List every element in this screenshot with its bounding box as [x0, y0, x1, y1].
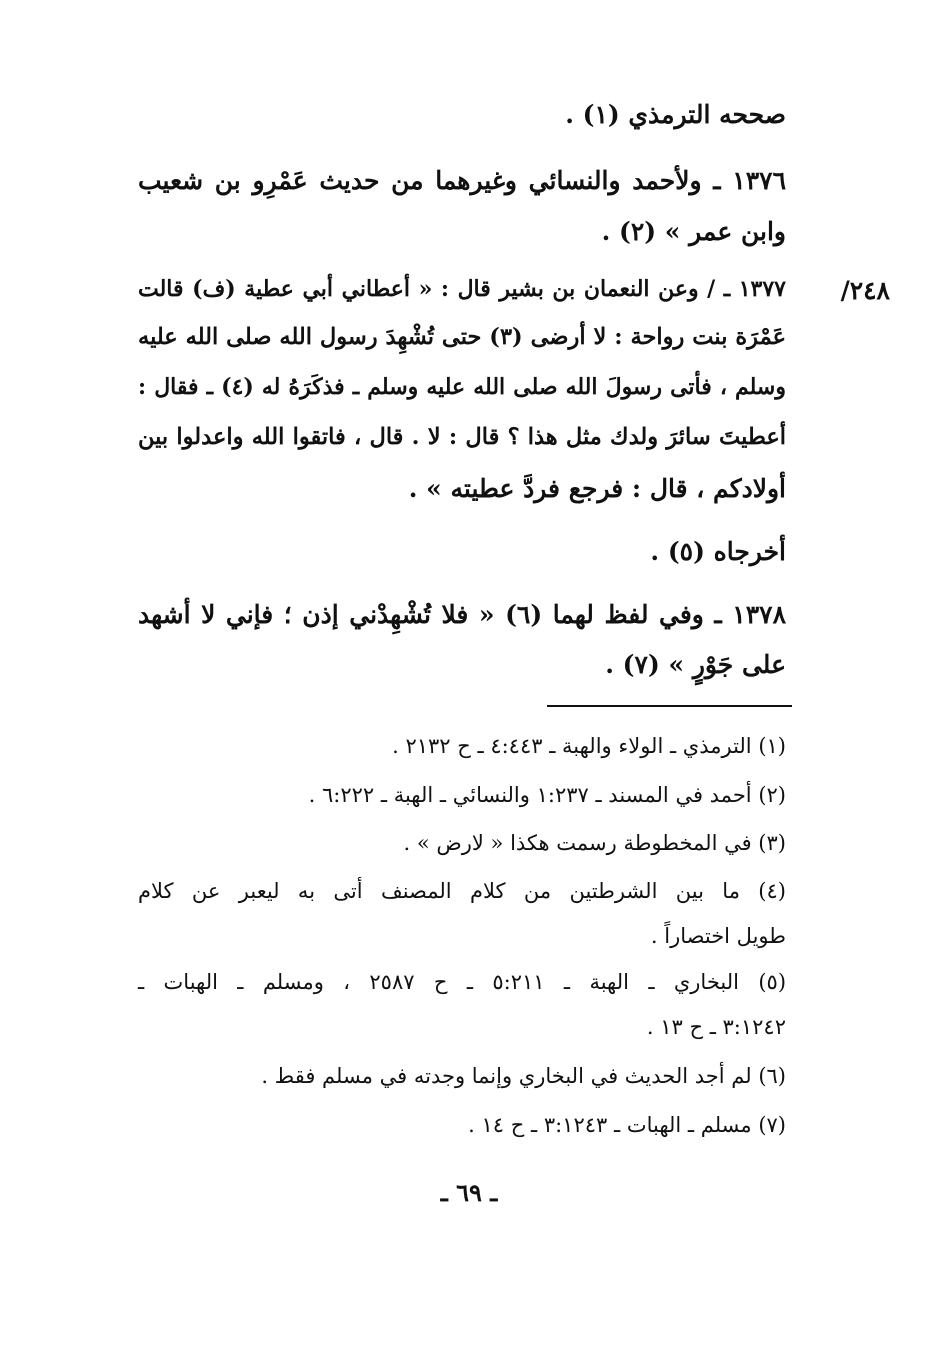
hadith-1377-line: عَمْرَة بنت رواحة : لا أرضى (٣) حتى تُشْهِدَ رسول الله صلى الله عليه	[138, 324, 787, 350]
hadith-1377-line: أولادكم ، قال : فرجع فردَّ عطيته » .	[408, 474, 786, 503]
hadith-1378-line: على جَوْرٍ » (٧) .	[605, 650, 786, 679]
footnote-4-cont: طويل اختصاراً .	[650, 924, 786, 948]
footnote-divider	[547, 705, 792, 707]
text-line: أخرجاه (٥) .	[650, 537, 786, 566]
hadith-1378-line: ١٣٧٨ ـ وفي لفظ لهما (٦) « فلا تُشْهِدْني إذن ؛ فإني لا أشهد	[138, 600, 786, 629]
hadith-1376-line: ١٣٧٦ ـ ولأحمد والنسائي وغيرهما من حديث عَمْرِو بن شعيب	[138, 166, 786, 195]
manuscript-folio-marker: ٢٤٨/	[840, 276, 890, 305]
hadith-1377-line: أعطيتَ سائرَ ولدك مثل هذا ؟ قال : لا . قال ، فاتقوا الله واعدلوا بين	[138, 424, 786, 450]
text-line: صححه الترمذي (١) .	[565, 100, 786, 129]
page-number: ـ ٦٩ ـ	[440, 1178, 498, 1207]
footnote-5-cont: ٣:١٢٤٢ ـ ح ١٣ .	[646, 1015, 786, 1039]
footnote-2: (٢) أحمد في المسند ـ ١:٢٣٧ والنسائي ـ الهبة ـ ٦:٢٢٢ .	[308, 783, 786, 807]
footnote-5: (٥) البخاري ـ الهبة ـ ٥:٢١١ ـ ح ٢٥٨٧ ، ومسلم ـ الهبات ـ	[138, 970, 787, 994]
hadith-1376-line: وابن عمر » (٢) .	[601, 217, 786, 246]
footnote-1: (١) الترمذي ـ الولاء والهبة ـ ٤:٤٤٣ ـ ح ٢١٣٢ .	[392, 734, 786, 758]
footnote-7: (٧) مسلم ـ الهبات ـ ٣:١٢٤٣ ـ ح ١٤ .	[468, 1113, 786, 1137]
footnote-4: (٤) ما بين الشرطتين من كلام المصنف أتى به ليعبر عن كلام	[138, 879, 786, 903]
hadith-1377-line: وسلم ، فأتى رسولَ الله صلى الله عليه وسلم ـ فذكَرَهُ له (٤) ـ فقال :	[138, 374, 786, 400]
hadith-1377-line: ١٣٧٧ ـ / وعن النعمان بن بشير قال : « أعطاني أبي عطية (ف) قالت	[138, 276, 786, 302]
footnote-3: (٣) في المخطوطة رسمت هكذا « لارض » .	[403, 831, 786, 855]
footnote-6: (٦) لم أجد الحديث في البخاري وإنما وجدته في مسلم فقط .	[261, 1064, 786, 1088]
